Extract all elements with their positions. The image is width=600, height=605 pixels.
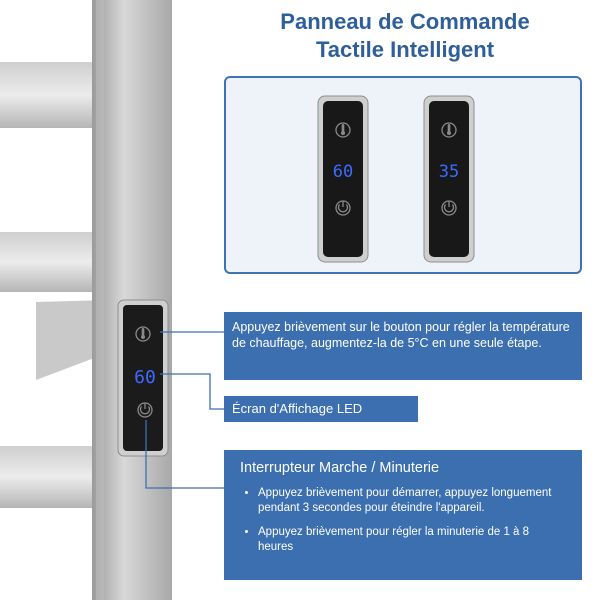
page-title xyxy=(210,8,600,64)
control-panel-preview-2 xyxy=(424,96,474,262)
title-line-1: Panneau de Commande xyxy=(280,9,530,34)
list-item: • Appuyez brièvement pour régler la minuterie de 1 à 8 heures xyxy=(258,525,566,555)
towel-rail-illustration xyxy=(0,0,200,600)
touch-button-callout xyxy=(224,312,582,380)
rail-control-panel xyxy=(118,300,168,456)
power-timer-callout xyxy=(224,450,582,580)
title-line-2: Tactile Intelligent xyxy=(315,37,495,62)
power-timer-list xyxy=(240,486,566,555)
touch-button-description: Appuyez brièvement sur le bouton pour régler la température de chauffage, augmentez-la de 5°C en une seule étape. xyxy=(232,320,570,350)
led-screen-label: Écran d'Affichage LED xyxy=(232,401,363,416)
connector-lines xyxy=(200,0,224,600)
rail-led-display: 60 xyxy=(134,367,156,388)
panel-preview-box xyxy=(224,76,582,274)
control-panel-preview-1 xyxy=(318,96,368,262)
power-timer-heading: Interrupteur Marche / Minuterie xyxy=(240,460,440,476)
led-display: 60 xyxy=(332,162,354,182)
panel-preview xyxy=(226,78,580,272)
led-screen-callout xyxy=(224,396,418,422)
towel-rail xyxy=(0,0,200,600)
list-item: • Appuyez brièvement pour démarrer, appuyez longuement pendant 3 secondes pour éteindre l'appareil. xyxy=(258,486,566,516)
led-display: 35 xyxy=(438,162,460,182)
